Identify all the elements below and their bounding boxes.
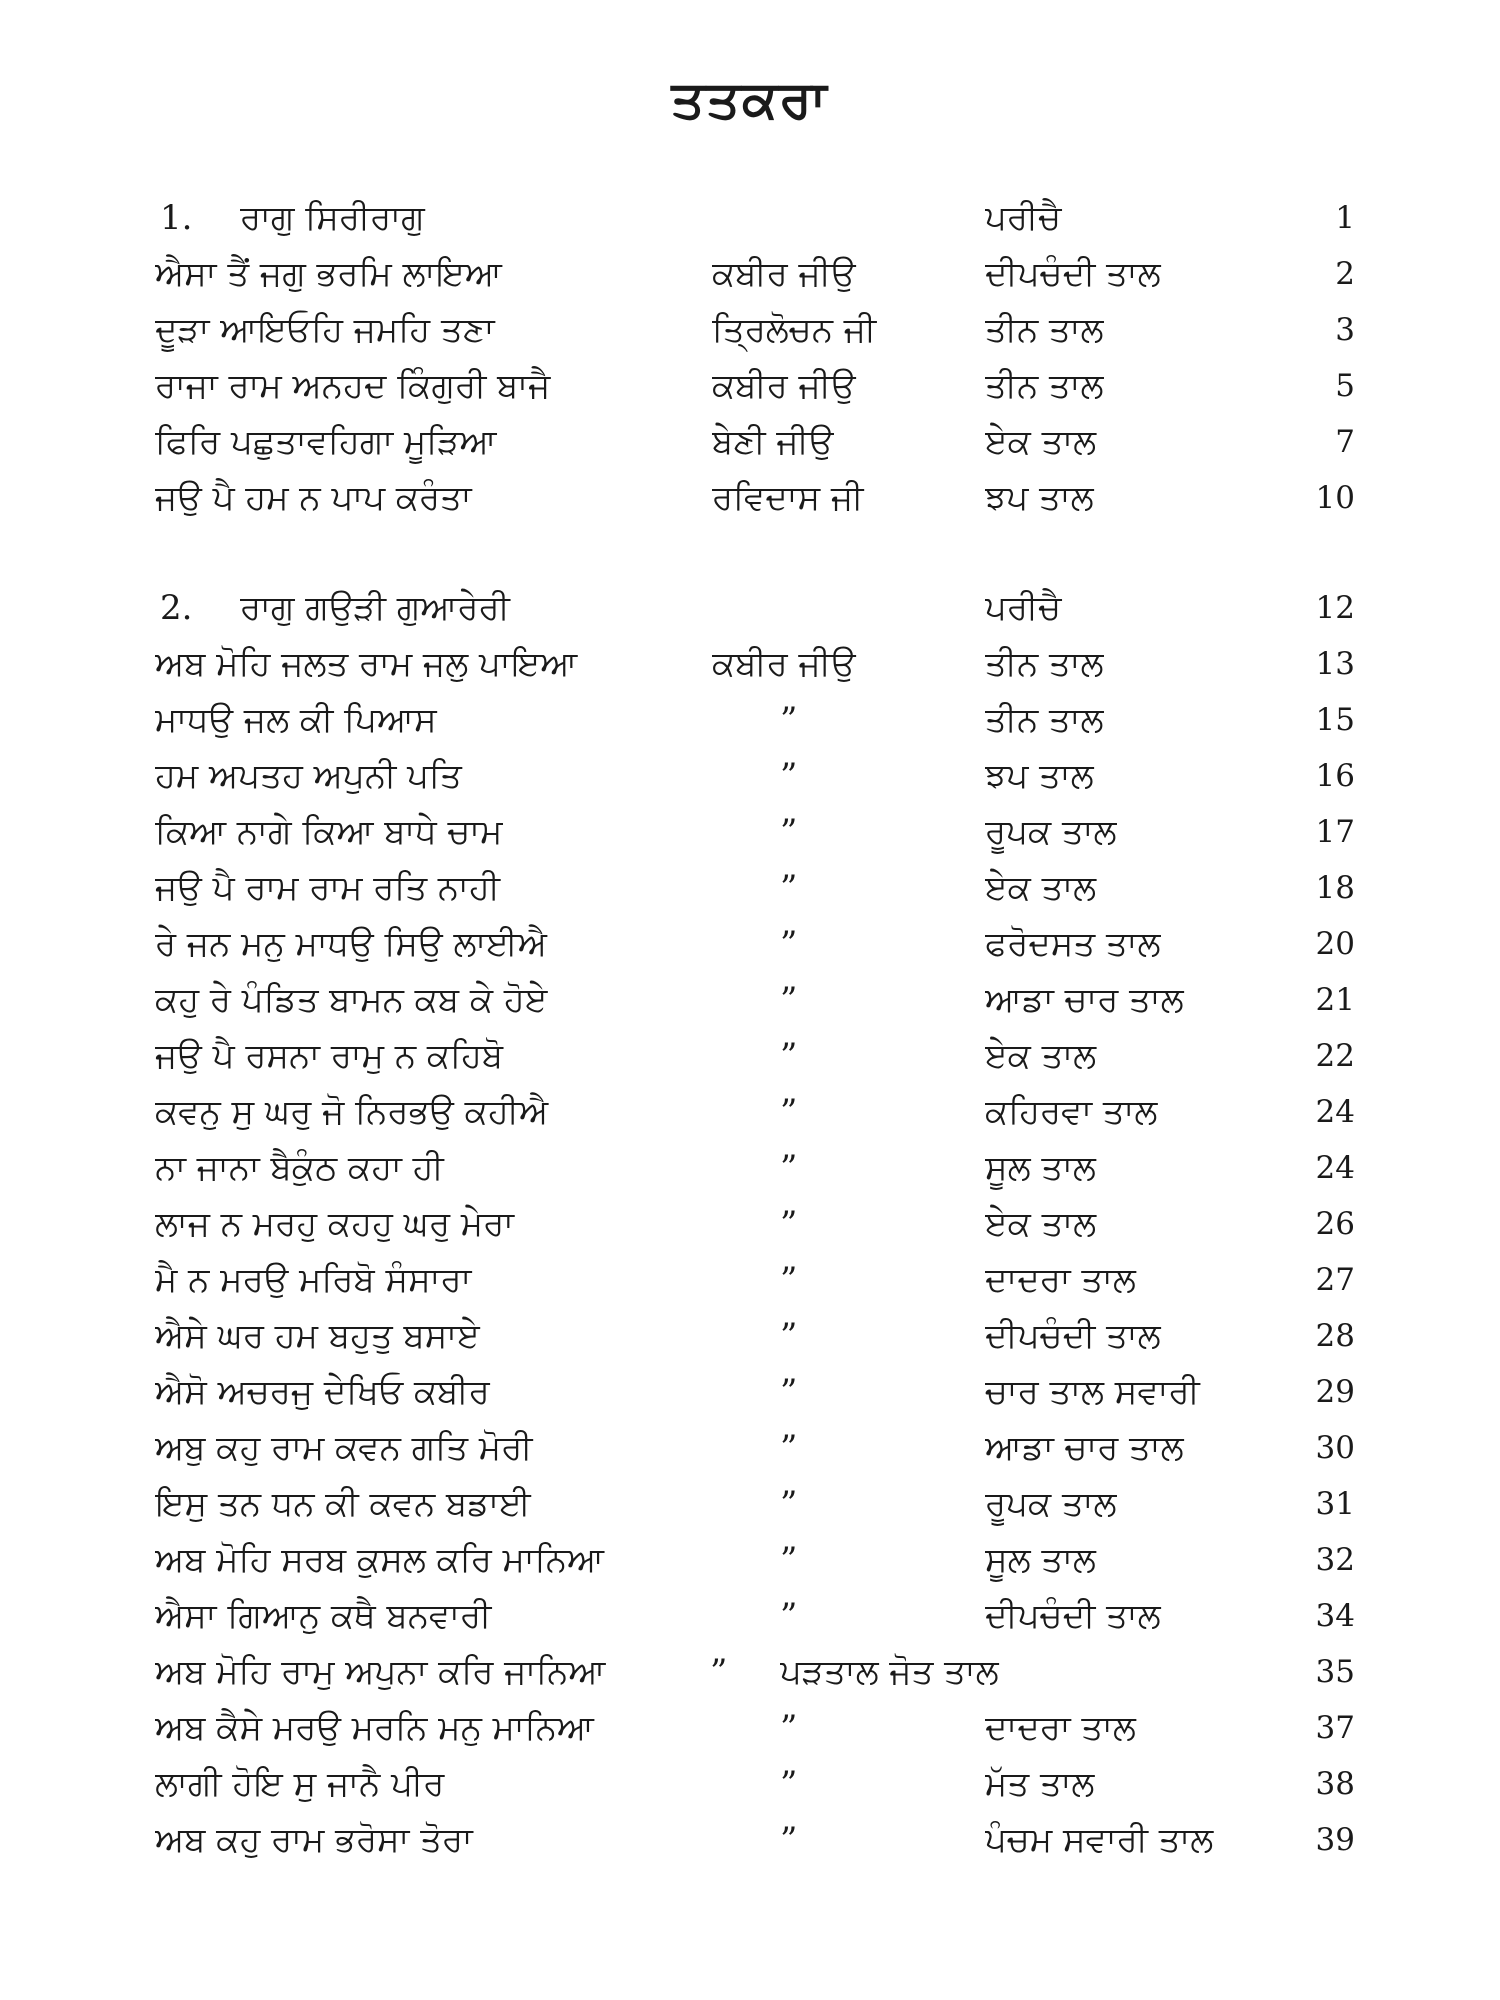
entry-author: ਕਬੀਰ ਜੀਉ (712, 254, 856, 294)
toc-entry (0, 1700, 1500, 1756)
entry-first-line: ਐਸੇ ਘਰ ਹਮ ਬਹੁਤੁ ਬਸਾਏ (155, 1316, 480, 1356)
entry-page-number: 20 (1315, 926, 1355, 962)
entry-page-number: 7 (1335, 424, 1355, 460)
section-heading-row (0, 190, 1500, 246)
entry-author-ditto: ” (780, 1148, 798, 1188)
entry-page-number: 2 (1335, 256, 1355, 292)
entry-author-ditto: ” (780, 1036, 798, 1076)
entry-author-ditto: ” (780, 756, 798, 796)
toc-entry (0, 1812, 1500, 1868)
entry-taal: ਤੀਨ ਤਾਲ (985, 700, 1104, 740)
entry-taal: ਚਾਰ ਤਾਲ ਸਵਾਰੀ (985, 1372, 1200, 1412)
entry-taal: ਤੀਨ ਤਾਲ (985, 366, 1104, 406)
entry-taal: ਏਕ ਤਾਲ (985, 868, 1097, 908)
entry-first-line: ਮੈ ਨ ਮਰਉ ਮਰਿਬੋ ਸੰਸਾਰਾ (155, 1260, 472, 1300)
entry-first-line: ਲਾਗੀ ਹੋਇ ਸੁ ਜਾਨੈ ਪੀਰ (155, 1764, 445, 1804)
entry-first-line: ਕਵਨੁ ਸੁ ਘਰੁ ਜੋ ਨਿਰਭਉ ਕਹੀਐ (155, 1092, 549, 1132)
toc-entry (0, 470, 1500, 526)
entry-taal: ਪੰਚਮ ਸਵਾਰੀ ਤਾਲ (985, 1820, 1214, 1860)
intro-label: ਪਰੀਚੈ (985, 588, 1062, 628)
entry-author-ditto: ” (780, 1092, 798, 1132)
section-gauri-guareri (0, 580, 1500, 1868)
entry-taal: ਪੜਤਾਲ ਜੋਤ ਤਾਲ (780, 1652, 999, 1692)
entry-first-line: ਜਉ ਪੈ ਹਮ ਨ ਪਾਪ ਕਰੰਤਾ (155, 478, 472, 518)
toc-entry (0, 414, 1500, 470)
toc-entry (0, 1308, 1500, 1364)
toc-entry (0, 1364, 1500, 1420)
entry-author: ਬੇਣੀ ਜੀਉ (712, 422, 834, 462)
entry-taal: ਦਾਦਰਾ ਤਾਲ (985, 1708, 1136, 1748)
entry-taal: ਏਕ ਤਾਲ (985, 1036, 1097, 1076)
entry-taal: ਸੂਲ ਤਾਲ (985, 1540, 1096, 1580)
entry-page-number: 30 (1315, 1430, 1355, 1466)
entry-taal: ਆਡਾ ਚਾਰ ਤਾਲ (985, 1428, 1184, 1468)
entry-author-ditto: ” (780, 1708, 798, 1748)
entry-taal: ਏਕ ਤਾਲ (985, 422, 1097, 462)
entry-page-number: 17 (1315, 814, 1355, 850)
toc-entry (0, 804, 1500, 860)
entry-author-ditto: ” (780, 1372, 798, 1412)
entry-taal: ਕਹਿਰਵਾ ਤਾਲ (985, 1092, 1158, 1132)
toc-entry (0, 916, 1500, 972)
entry-author-ditto: ” (710, 1652, 728, 1692)
entry-author-ditto: ” (780, 1428, 798, 1468)
entry-page-number: 31 (1315, 1486, 1355, 1522)
entry-page-number: 10 (1315, 480, 1355, 516)
entry-taal: ਮੱਤ ਤਾਲ (985, 1764, 1095, 1804)
entry-page-number: 27 (1315, 1262, 1355, 1298)
entry-page-number: 16 (1315, 758, 1355, 794)
entry-first-line: ਲਾਜ ਨ ਮਰਹੁ ਕਹਹੁ ਘਰੁ ਮੇਰਾ (155, 1204, 515, 1244)
entry-taal: ਝਪ ਤਾਲ (985, 478, 1094, 518)
entry-first-line: ਅਬੁ ਕਹੁ ਰਾਮ ਕਵਨ ਗਤਿ ਮੋਰੀ (155, 1428, 533, 1468)
entry-page-number: 37 (1315, 1710, 1355, 1746)
entry-page-number: 32 (1315, 1542, 1355, 1578)
toc-entry (0, 1084, 1500, 1140)
entry-page-number: 21 (1315, 982, 1355, 1018)
entry-first-line: ਐਸੋ ਅਚਰਜੁ ਦੇਖਿਓ ਕਬੀਰ (155, 1372, 490, 1412)
toc-entry (0, 1140, 1500, 1196)
entry-first-line: ਫਿਰਿ ਪਛੁਤਾਵਹਿਗਾ ਮੂੜਿਆ (155, 422, 497, 462)
entry-page-number: 26 (1315, 1206, 1355, 1242)
entry-page-number: 3 (1335, 312, 1355, 348)
toc-entry (0, 1028, 1500, 1084)
entry-author: ਰਵਿਦਾਸ ਜੀ (712, 478, 864, 518)
entry-taal: ਸੂਲ ਤਾਲ (985, 1148, 1096, 1188)
entry-taal: ਦੀਪਚੰਦੀ ਤਾਲ (985, 254, 1161, 294)
entry-taal: ਦਾਦਰਾ ਤਾਲ (985, 1260, 1136, 1300)
entry-author-ditto: ” (780, 700, 798, 740)
entry-first-line: ਰਾਜਾ ਰਾਮ ਅਨਹਦ ਕਿੰਗੁਰੀ ਬਾਜੈ (155, 366, 551, 406)
entry-taal: ਝਪ ਤਾਲ (985, 756, 1094, 796)
section-heading: ਰਾਗੁ ਸਿਰੀਰਾਗੁ (240, 198, 425, 238)
entry-author-ditto: ” (780, 980, 798, 1020)
entry-first-line: ਅਬ ਮੋਹਿ ਸਰਬ ਕੁਸਲ ਕਰਿ ਮਾਨਿਆ (155, 1540, 604, 1580)
entry-taal: ਤੀਨ ਤਾਲ (985, 310, 1104, 350)
entry-author-ditto: ” (780, 1764, 798, 1804)
toc-entry (0, 1756, 1500, 1812)
toc-entry (0, 748, 1500, 804)
entry-page-number: 38 (1315, 1766, 1355, 1802)
intro-page-number: 1 (1335, 200, 1355, 236)
entry-author-ditto: ” (780, 868, 798, 908)
entry-first-line: ਅਬ ਕਹੁ ਰਾਮ ਭਰੋਸਾ ਤੋਰਾ (155, 1820, 473, 1860)
entry-taal: ਏਕ ਤਾਲ (985, 1204, 1097, 1244)
entry-page-number: 24 (1315, 1094, 1355, 1130)
entry-author: ਕਬੀਰ ਜੀਉ (712, 644, 856, 684)
entry-page-number: 35 (1315, 1654, 1355, 1690)
intro-page-number: 12 (1315, 590, 1355, 626)
entry-taal: ਦੀਪਚੰਦੀ ਤਾਲ (985, 1596, 1161, 1636)
toc-entry (0, 1252, 1500, 1308)
toc-entry (0, 1196, 1500, 1252)
section-number: 1. (160, 198, 193, 238)
entry-taal: ਰੂਪਕ ਤਾਲ (985, 812, 1117, 852)
entry-page-number: 15 (1315, 702, 1355, 738)
page-title: ਤਤਕਰਾ (671, 70, 829, 130)
entry-author-ditto: ” (780, 812, 798, 852)
toc-entry (0, 692, 1500, 748)
entry-taal: ਫਰੋਦਸਤ ਤਾਲ (985, 924, 1161, 964)
section-heading-row (0, 580, 1500, 636)
entry-first-line: ਮਾਧਉ ਜਲ ਕੀ ਪਿਆਸ (155, 700, 437, 740)
entry-taal: ਤੀਨ ਤਾਲ (985, 644, 1104, 684)
section-number: 2. (160, 588, 193, 628)
entry-taal: ਦੀਪਚੰਦੀ ਤਾਲ (985, 1316, 1161, 1356)
entry-first-line: ਅਬ ਕੈਸੇ ਮਰਉ ਮਰਨਿ ਮਨੁ ਮਾਨਿਆ (155, 1708, 594, 1748)
entry-page-number: 34 (1315, 1598, 1355, 1634)
intro-label: ਪਰੀਚੈ (985, 198, 1062, 238)
toc-entry (0, 302, 1500, 358)
entry-first-line: ਐਸਾ ਤੈਂ ਜਗੁ ਭਰਮਿ ਲਾਇਆ (155, 254, 502, 294)
entry-first-line: ਇਸੁ ਤਨ ਧਨ ਕੀ ਕਵਨ ਬਡਾਈ (155, 1484, 531, 1524)
entry-taal: ਆਡਾ ਚਾਰ ਤਾਲ (985, 980, 1184, 1020)
toc-entry (0, 1476, 1500, 1532)
toc-entry (0, 1420, 1500, 1476)
entry-author-ditto: ” (780, 1820, 798, 1860)
entry-author: ਤ੍ਰਿਲੋਚਨ ਜੀ (712, 310, 877, 350)
entry-first-line: ਦੂੜਾ ਆਇਓਹਿ ਜਮਹਿ ਤਣਾ (155, 310, 495, 350)
entry-first-line: ਹਮ ਅਪਤਹ ਅਪੁਨੀ ਪਤਿ (155, 756, 462, 796)
section-heading: ਰਾਗੁ ਗਉੜੀ ਗੁਆਰੇਰੀ (240, 588, 510, 628)
entry-author-ditto: ” (780, 1316, 798, 1356)
entry-author-ditto: ” (780, 1596, 798, 1636)
toc-entry (0, 358, 1500, 414)
entry-first-line: ਜਉ ਪੈ ਰਸਨਾ ਰਾਮੁ ਨ ਕਹਿਬੋ (155, 1036, 504, 1076)
entry-page-number: 13 (1315, 646, 1355, 682)
toc-entry (0, 1588, 1500, 1644)
entry-page-number: 29 (1315, 1374, 1355, 1410)
entry-first-line: ਰੇ ਜਨ ਮਨੁ ਮਾਧਉ ਸਿਉ ਲਾਈਐ (155, 924, 547, 964)
entry-page-number: 39 (1315, 1822, 1355, 1858)
entry-page-number: 28 (1315, 1318, 1355, 1354)
entry-first-line: ਕਿਆ ਨਾਗੇ ਕਿਆ ਬਾਧੇ ਚਾਮ (155, 812, 503, 852)
toc-entry (0, 860, 1500, 916)
toc-entry (0, 246, 1500, 302)
entry-author-ditto: ” (780, 1540, 798, 1580)
entry-author-ditto: ” (780, 1484, 798, 1524)
entry-author-ditto: ” (780, 924, 798, 964)
entry-author-ditto: ” (780, 1260, 798, 1300)
toc-entry (0, 1532, 1500, 1588)
entry-first-line: ਅਬ ਮੋਹਿ ਜਲਤ ਰਾਮ ਜਲੁ ਪਾਇਆ (155, 644, 578, 684)
entry-first-line: ਨਾ ਜਾਨਾ ਬੈਕੁੰਠ ਕਹਾ ਹੀ (155, 1148, 444, 1188)
entry-author-ditto: ” (780, 1204, 798, 1244)
toc-entry (0, 972, 1500, 1028)
section-sirirag (0, 190, 1500, 526)
toc-entry (0, 1644, 1500, 1700)
entry-author: ਕਬੀਰ ਜੀਉ (712, 366, 856, 406)
entry-page-number: 5 (1335, 368, 1355, 404)
entry-first-line: ਜਉ ਪੈ ਰਾਮ ਰਾਮ ਰਤਿ ਨਾਹੀ (155, 868, 500, 908)
entry-page-number: 18 (1315, 870, 1355, 906)
entry-first-line: ਐਸਾ ਗਿਆਨੁ ਕਥੈ ਬਨਵਾਰੀ (155, 1596, 492, 1636)
entry-first-line: ਅਬ ਮੋਹਿ ਰਾਮੁ ਅਪੁਨਾ ਕਰਿ ਜਾਨਿਆ (155, 1652, 606, 1692)
entry-page-number: 22 (1315, 1038, 1355, 1074)
entry-taal: ਰੂਪਕ ਤਾਲ (985, 1484, 1117, 1524)
entry-page-number: 24 (1315, 1150, 1355, 1186)
toc-entry (0, 636, 1500, 692)
entry-first-line: ਕਹੁ ਰੇ ਪੰਡਿਤ ਬਾਮਨ ਕਬ ਕੇ ਹੋਏ (155, 980, 548, 1020)
